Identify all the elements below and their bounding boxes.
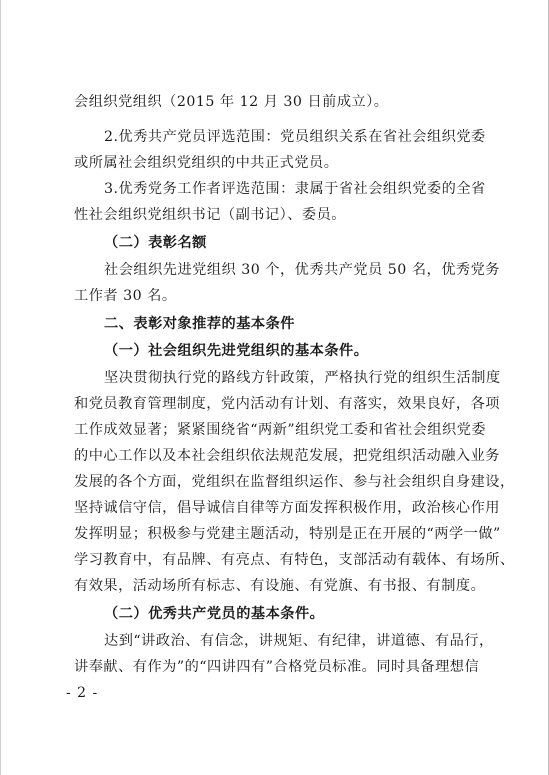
paragraph-line: 工作成效显著；紧紧围绕省“两新”组织党工委和省社会组织党委 [74, 422, 487, 438]
paragraph-line: 坚决贯彻执行党的路线方针政策，严格执行党的组织生活制度 [104, 370, 501, 386]
paragraph-line: 社会组织先进党组织 30 个，优秀共产党员 50 名，优秀党务 [104, 262, 500, 278]
paragraph-line: 有效果，活动场所有标志、有设施、有党旗、有书报、有制度。 [74, 578, 486, 594]
paragraph-line: 或所属社会组织党组织的中共正式党员。 [74, 155, 339, 171]
section-subheading: （二）优秀共产党员的基本条件。 [104, 606, 325, 622]
paragraph-line: 3.优秀党务工作者评选范围：隶属于省社会组织党委的全省 [104, 181, 486, 197]
paragraph-line: 坚持诚信守信，倡导诚信自律等方面发挥积极作用，政治核心作用 [74, 500, 500, 516]
paragraph-line: 学习教育中，有品牌、有亮点、有特色，支部活动有载体、有场所、 [74, 552, 515, 568]
section-subheading: （一）社会组织先进党组织的基本条件。 [104, 343, 369, 359]
paragraph-line: 会组织党组织（2015 年 12 月 30 日前成立）。 [74, 94, 389, 110]
paragraph-line: 2.优秀共产党员评选范围：党员组织关系在省社会组织党委 [104, 129, 486, 145]
paragraph-line: 讲奉献、有作为”的“四讲四有”合格党员标准。同时具备理想信 [74, 659, 480, 675]
paragraph-line: 性社会组织党组织书记（副书记）、委员。 [74, 207, 346, 223]
paragraph-line: 达到“讲政治、有信念，讲规矩、有纪律，讲道德、有品行， [104, 633, 494, 649]
paragraph-line: 和党员教育管理制度，党内活动有计划、有落实，效果良好，各项 [74, 396, 500, 412]
page-number: - 2 - [66, 685, 99, 701]
paragraph-line: 的中心工作以及本社会组织依法规范发展，把党组织活动融入业务 [74, 448, 500, 464]
section-heading: 二、表彰对象推荐的基本条件 [104, 316, 295, 332]
paragraph-line: 发展的各个方面，党组织在监督组织运作、参与社会组织自身建设， [74, 474, 515, 490]
paragraph-line: 发挥明显；积极参与党建主题活动，特别是正在开展的“两学一做” [74, 526, 501, 542]
paragraph-line: 工作者 30 名。 [74, 288, 177, 304]
section-subheading: （二）表彰名额 [104, 235, 207, 251]
